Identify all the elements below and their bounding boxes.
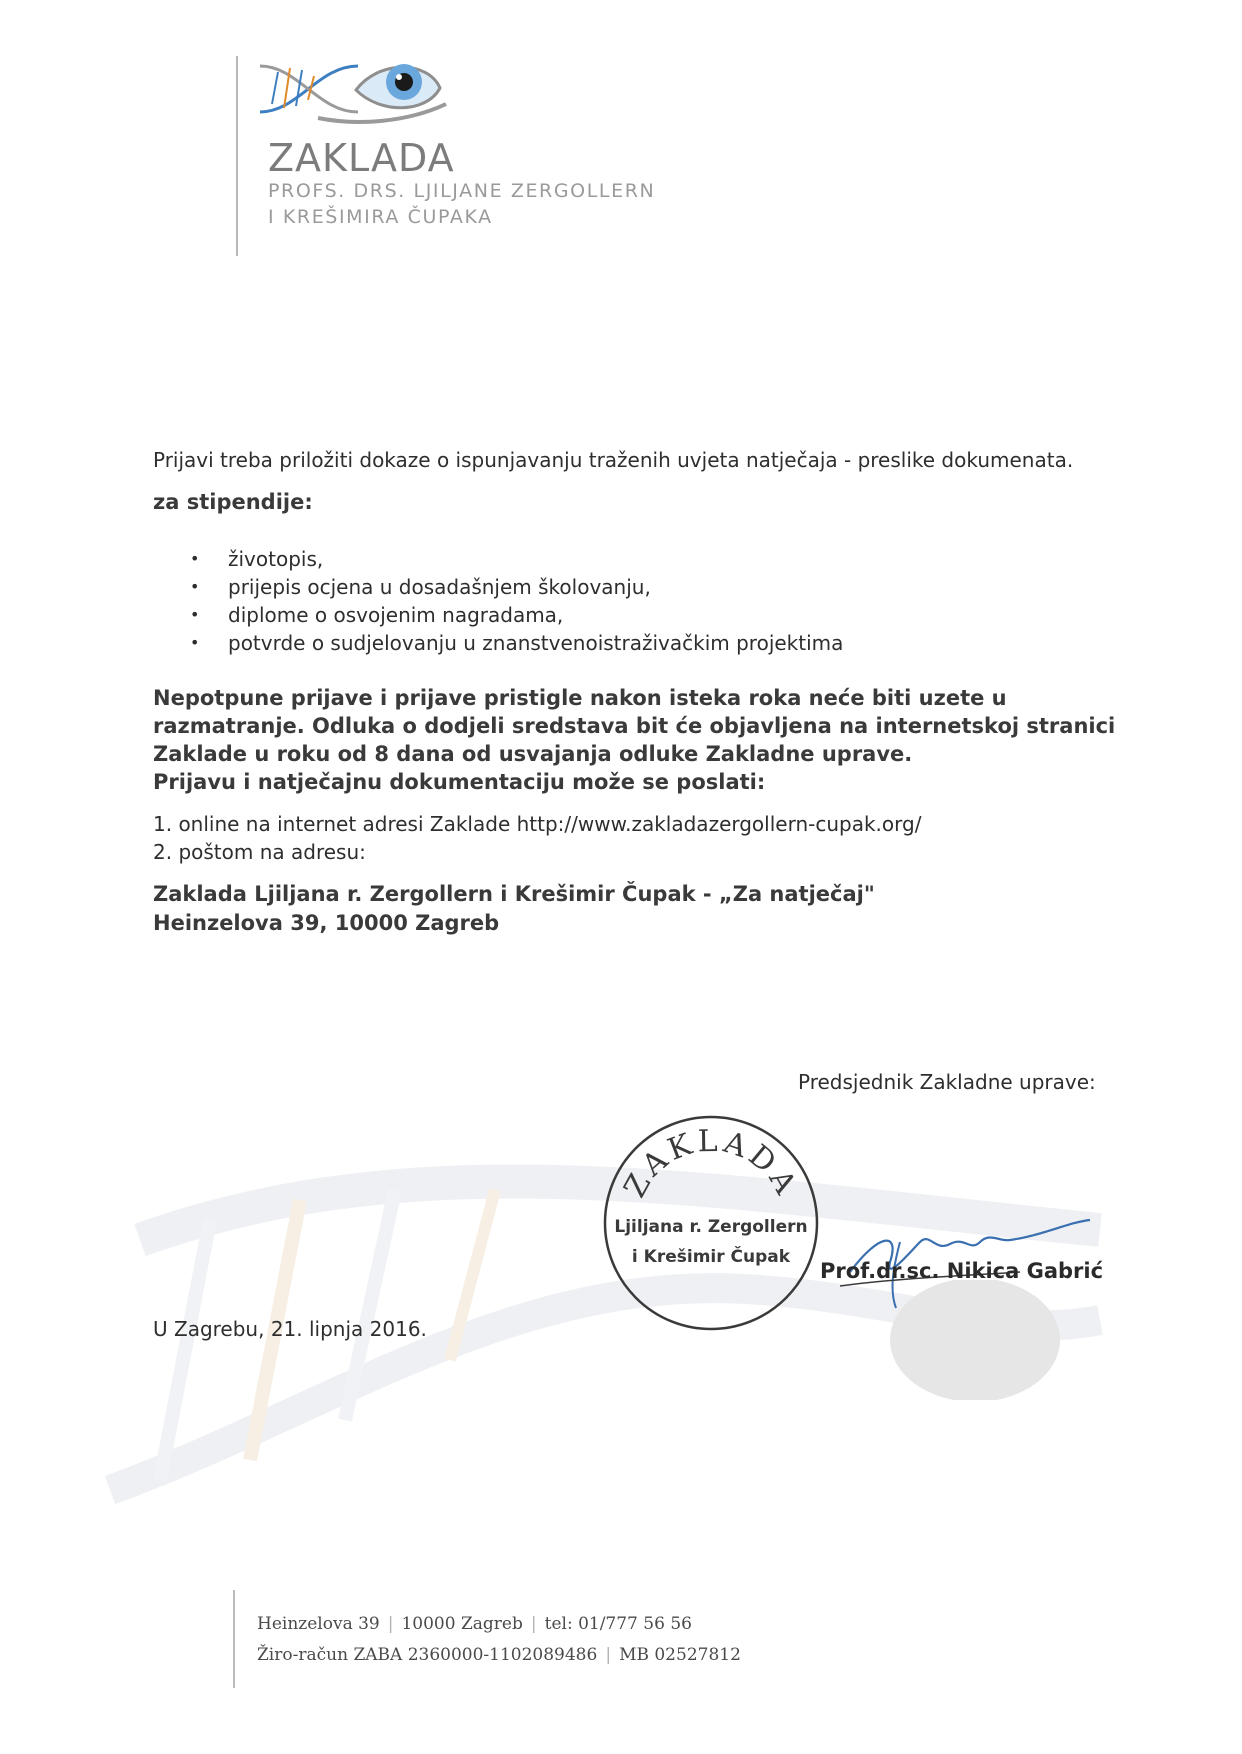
footer-mb: MB 02527812 xyxy=(619,1645,741,1665)
footer-account-line xyxy=(257,1645,741,1665)
stamp-line-2: i Krešimir Čupak xyxy=(631,1247,791,1267)
notice-line: Nepotpune prijave i prijave pristigle nakon isteka roka neće biti uzete u xyxy=(153,686,1007,710)
notice-paragraph xyxy=(153,684,1115,796)
list-item: • potvrde o sudjelovanju u znanstvenoistraživačkim projektima xyxy=(190,629,843,657)
footer-contact-line xyxy=(257,1614,692,1634)
foundation-logo-icon xyxy=(258,52,458,124)
header-divider xyxy=(236,56,238,256)
footer-account: Žiro-račun ZABA 2360000-1102089486 xyxy=(257,1645,598,1665)
list-item: • životopis, xyxy=(190,545,843,573)
list-item: • prijepis ocjena u dosadašnjem školovanju, xyxy=(190,573,843,601)
footer-phone: tel: 01/777 56 56 xyxy=(544,1614,692,1634)
stamp-arc-text: ZAKLADA xyxy=(617,1123,805,1204)
signatory-name: Prof.dr.sc. Nikica Gabrić xyxy=(820,1259,1104,1283)
notice-line: Zaklade u roku od 8 dana od usvajanja odluke Zakladne uprave. xyxy=(153,742,913,766)
address-line: Zaklada Ljiljana r. Zergollern i Krešimir Čupak - „Za natječaj" xyxy=(153,882,875,906)
separator: | xyxy=(605,1645,612,1665)
svg-text:ZAKLADA xyxy=(617,1124,804,1204)
address-line: Heinzelova 39, 10000 Zagreb xyxy=(153,911,500,935)
mailing-address xyxy=(153,880,875,938)
intro-paragraph: Prijavi treba priložiti dokaze o ispunjavanju traženih uvjeta natječaja - preslike dokumenata. xyxy=(153,448,1074,472)
org-name: ZAKLADA xyxy=(268,136,455,180)
org-subtitle-line-2: I KREŠIMIRA ČUPAKA xyxy=(268,206,493,228)
notice-line: razmatranje. Odluka o dodjeli sredstava bit će objavljena na internetskoj stranici xyxy=(153,714,1116,738)
separator: | xyxy=(530,1614,537,1634)
footer-divider xyxy=(233,1590,235,1688)
foundation-stamp xyxy=(600,1112,822,1334)
stipend-heading: za stipendije: xyxy=(153,490,313,514)
place-date: U Zagrebu, 21. lipnja 2016. xyxy=(153,1317,427,1341)
footer-city: 10000 Zagreb xyxy=(401,1614,523,1634)
org-subtitle-line-1: PROFS. DRS. LJILJANE ZERGOLLERN xyxy=(268,180,656,202)
requirements-list xyxy=(190,545,843,657)
separator: | xyxy=(387,1614,394,1634)
list-item: • diplome o osvojenim nagradama, xyxy=(190,601,843,629)
submission-online: 1. online na internet adresi Zaklade http://www.zakladazergollern-cupak.org/ xyxy=(153,812,922,836)
stamp-line-1: Ljiljana r. Zergollern xyxy=(614,1217,808,1237)
footer-address: Heinzelova 39 xyxy=(257,1614,380,1634)
signatory-role: Predsjednik Zakladne uprave: xyxy=(798,1070,1096,1094)
notice-line: Prijavu i natječajnu dokumentaciju može se poslati: xyxy=(153,770,766,794)
submission-ways xyxy=(153,810,921,866)
submission-post: 2. poštom na adresu: xyxy=(153,840,366,864)
